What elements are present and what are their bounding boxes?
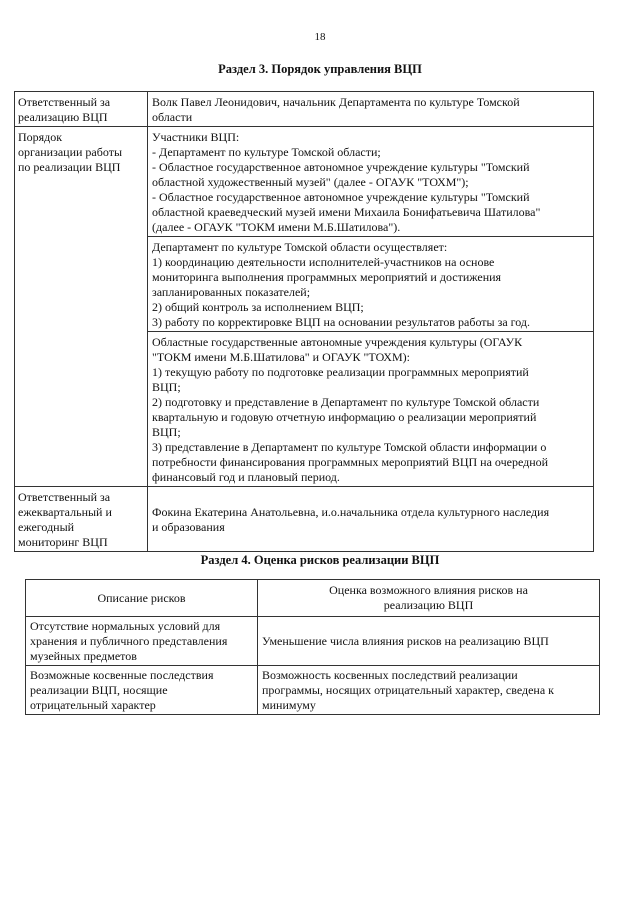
responsible-label [15, 92, 148, 127]
text-line: организации работы [18, 145, 123, 159]
management-table [14, 91, 594, 552]
risk-impact [258, 666, 600, 715]
order-label [15, 127, 148, 487]
text-line: Ответственный за [18, 95, 111, 109]
risk-table-header [26, 580, 600, 617]
text-line: - Департамент по культуре Томской области; [152, 145, 381, 159]
risk-table [25, 579, 600, 715]
text-line: мониторинг ВЦП [18, 535, 108, 549]
monitoring-label [15, 487, 148, 552]
section-4-title: Раздел 4. Оценка рисков реализации ВЦП [200, 553, 440, 567]
text-line: Отсутствие нормальных условий для [30, 619, 221, 633]
risk-description [26, 617, 258, 666]
table-row-responsible [15, 92, 594, 127]
section-3-title: Раздел 3. Порядок управления ВЦП [218, 62, 422, 76]
text-line: программы, носящих отрицательный характер, сведена к [262, 683, 555, 697]
text-line: областной краеведческий музей имени Михаила Бонифатьевича Шатилова" [152, 205, 541, 219]
text-line: 1) текущую работу по подготовке реализации программных мероприятий [152, 365, 529, 379]
responsible-value [148, 92, 594, 127]
text-line: реализации ВЦП, носящие [30, 683, 168, 697]
text-line: и образования [152, 520, 225, 534]
text-line: 3) представление в Департамент по культуре Томской области информации о [152, 440, 547, 454]
text-line: хранения и публичного представления [30, 634, 228, 648]
text-line: минимуму [262, 698, 316, 712]
table-row [26, 666, 600, 715]
text-line: по реализации ВЦП [18, 160, 121, 174]
text-line: "ТОКМ имени М.Б.Шатилова" и ОГАУК "ТОХМ): [152, 350, 410, 364]
text-line: области [152, 110, 193, 124]
text-line: - Областное государственное автономное учреждение культуры "Томский [152, 190, 530, 204]
text-line: потребности финансирования программных мероприятий ВЦП на очередной [152, 455, 549, 469]
participants-cell [148, 127, 594, 237]
table-row-monitoring [15, 487, 594, 552]
text-line: ежеквартальный и [18, 505, 112, 519]
text-line: запланированных показателей; [152, 285, 311, 299]
text-line: отрицательный характер [30, 698, 156, 712]
risk-impact [258, 617, 600, 666]
text-line: - Областное государственное автономное учреждение культуры "Томский [152, 160, 530, 174]
header-risk-description: Описание рисков [26, 580, 258, 617]
text-line: Областные государственные автономные учреждения культуры (ОГАУК [152, 335, 523, 349]
text-line: ежегодный [18, 520, 75, 534]
text-line: 3) работу по корректировке ВЦП на основании результатов работы за год. [152, 315, 531, 329]
table-row-order [15, 127, 594, 237]
department-cell [148, 237, 594, 332]
text-line: музейных предметов [30, 649, 137, 663]
institutions-cell [148, 332, 594, 487]
text-line: Департамент по культуре Томской области осуществляет: [152, 240, 448, 254]
text-line: мониторинга выполнения программных мероприятий и достижения [152, 270, 502, 284]
text-line: 2) подготовку и представление в Департамент по культуре Томской области [152, 395, 540, 409]
text-line: Возможные косвенные последствия [30, 668, 214, 682]
text-line: Ответственный за [18, 490, 111, 504]
risk-description [26, 666, 258, 715]
text-line: Фокина Екатерина Анатольевна, и.о.начальника отдела культурного наследия [152, 505, 550, 519]
text-line: ВЦП; [152, 425, 181, 439]
table-row [26, 617, 600, 666]
text-line: (далее - ОГАУК "ТОКМ имени М.Б.Шатилова"). [152, 220, 401, 234]
page-number: 18 [314, 31, 326, 43]
text-line: ВЦП; [152, 380, 181, 394]
text-line: реализацию ВЦП [18, 110, 108, 124]
text-line: реализацию ВЦП [383, 598, 474, 612]
text-line: областной художественный музей" (далее - ОГАУК "ТОХМ"); [152, 175, 469, 189]
text-line: Участники ВЦП: [152, 130, 240, 144]
text-line: Возможность косвенных последствий реализации [262, 668, 518, 682]
header-risk-impact [258, 580, 600, 617]
monitoring-value [148, 487, 594, 552]
text-line: Волк Павел Леонидович, начальник Департамента по культуре Томской [152, 95, 520, 109]
text-line: 2) общий контроль за исполнением ВЦП; [152, 300, 364, 314]
text-line: Оценка возможного влияния рисков на [329, 583, 528, 597]
text-line: Уменьшение числа влияния рисков на реализацию ВЦП [262, 634, 549, 648]
text-line: квартальную и годовую отчетную информацию о реализации мероприятий [152, 410, 537, 424]
text-line: 1) координацию деятельности исполнителей-участников на основе [152, 255, 495, 269]
text-line: финансовый год и плановый период. [152, 470, 340, 484]
text-line: Порядок [18, 130, 63, 144]
